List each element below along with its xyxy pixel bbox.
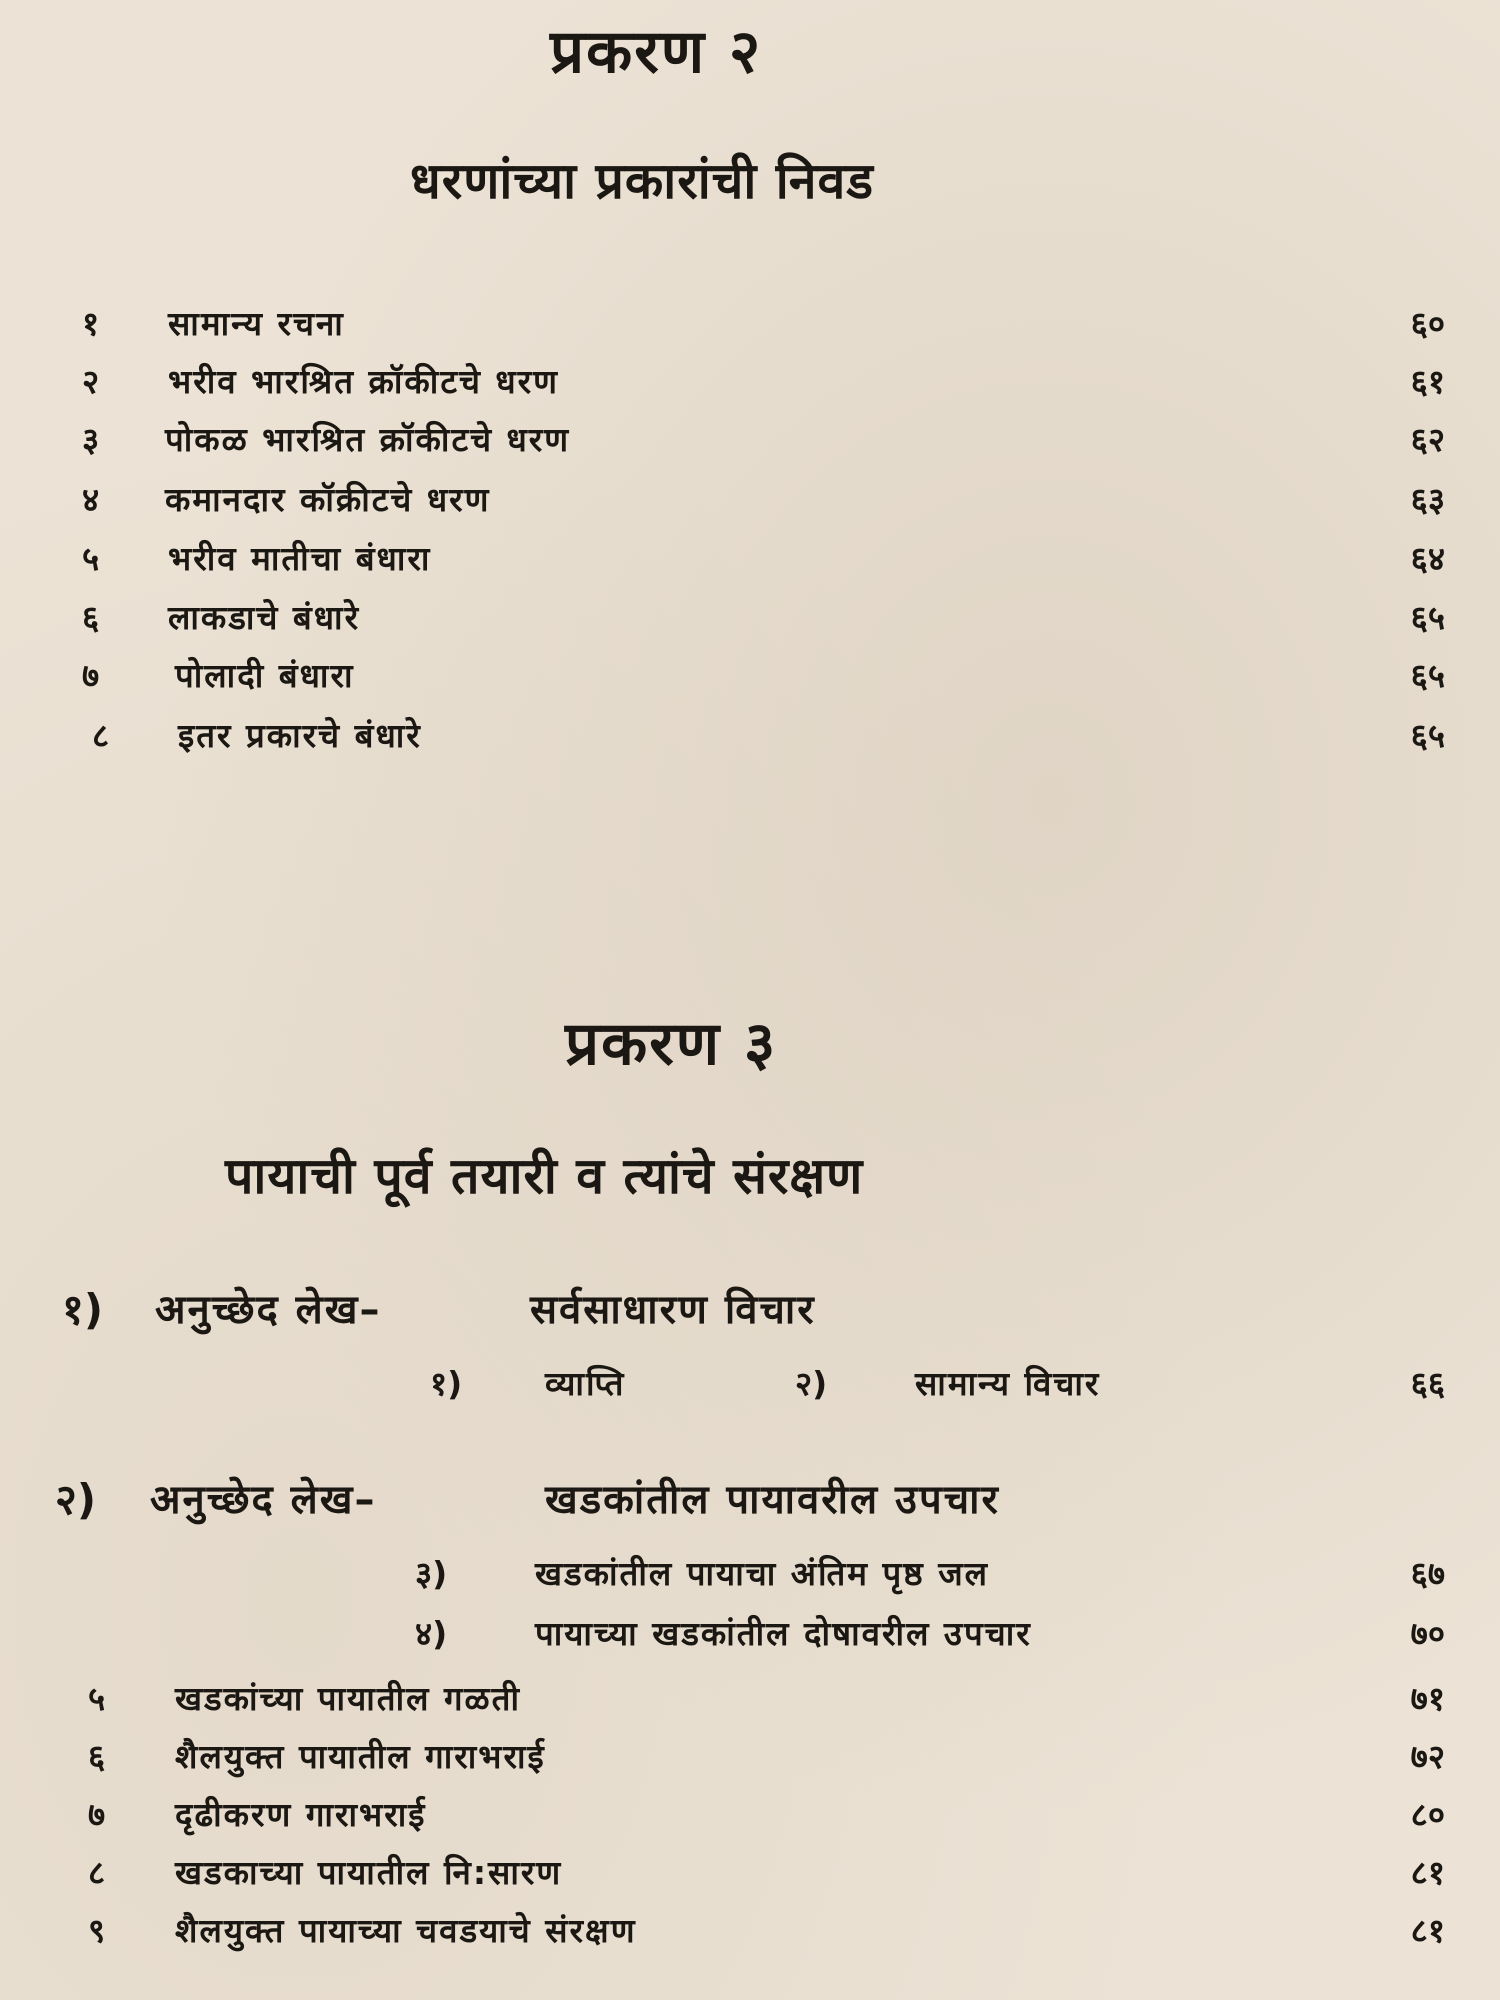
item-title: शैलयुक्त पायातील गाराभराई (175, 1737, 546, 1776)
item-title: सामान्य रचना (168, 304, 345, 343)
item-number: ६ (82, 598, 100, 637)
item-title: पोलादी बंधारा (175, 656, 355, 695)
item-number: ८ (88, 1853, 106, 1892)
item-page: ६५ (1410, 598, 1445, 637)
item-page: ६७ (1410, 1554, 1445, 1593)
article-number: १) (62, 1285, 104, 1334)
article-title: सर्वसाधारण विचार (530, 1287, 816, 1333)
item-page: ७० (1410, 1614, 1445, 1653)
sub-item-title: पायाच्या खडकांतील दोषावरील उपचार (535, 1614, 1032, 1653)
sub-item-number: ४) (415, 1614, 448, 1653)
chapter-2-title: धरणांच्या प्रकारांची निवड (410, 152, 875, 210)
item-number: २ (82, 362, 100, 401)
item-page: ६५ (1410, 656, 1445, 695)
item-title: कमानदार कॉक्रीटचे धरण (165, 480, 491, 519)
item-page: ६१ (1410, 362, 1445, 401)
item-page: ८१ (1410, 1911, 1445, 1950)
sub-item-number: १) (430, 1364, 463, 1403)
sub-item-title: व्याप्ति (545, 1364, 626, 1403)
item-number: ७ (82, 656, 100, 695)
item-title: पोकळ भारश्रित क्रॉकीटचे धरण (165, 420, 571, 459)
sub-item-title: खडकांतील पायाचा अंतिम पृष्ठ जल (535, 1554, 990, 1593)
item-page: ७१ (1410, 1679, 1445, 1718)
article-label: अनुच्छेद लेख– (150, 1477, 377, 1523)
item-page: ६५ (1410, 716, 1445, 755)
item-title: खडकांच्या पायातील गळती (175, 1679, 521, 1718)
item-number: ४ (82, 480, 100, 519)
item-title: भरीव मातीचा बंधारा (168, 539, 432, 578)
item-number: ८ (92, 716, 110, 755)
item-title: इतर प्रकारचे बंधारे (178, 716, 422, 755)
item-number: १ (82, 304, 100, 343)
item-number: ५ (82, 539, 100, 578)
sub-item-title: सामान्य विचार (915, 1364, 1101, 1403)
article-title: खडकांतील पायावरील उपचार (545, 1477, 1000, 1523)
item-page: ६६ (1410, 1364, 1445, 1403)
item-number: ७ (88, 1795, 106, 1834)
item-page: ८१ (1410, 1853, 1445, 1892)
article-label: अनुच्छेद लेख– (155, 1287, 382, 1333)
item-title: खडकाच्या पायातील नि:सारण (175, 1853, 563, 1892)
sub-item-number: ३) (415, 1554, 448, 1593)
item-title: दृढीकरण गाराभराई (175, 1795, 427, 1834)
item-page: ७२ (1410, 1737, 1445, 1776)
item-page: ८० (1410, 1795, 1445, 1834)
item-page: ६४ (1410, 539, 1445, 578)
item-number: ६ (88, 1737, 106, 1776)
chapter-3-title: पायाची पूर्व तयारी व त्यांचे संरक्षण (225, 1147, 864, 1205)
chapter-3-heading: प्रकरण ३ (565, 1009, 778, 1079)
item-page: ६२ (1410, 420, 1445, 459)
item-page: ६३ (1410, 480, 1445, 519)
sub-item-number: २) (795, 1364, 828, 1403)
item-number: ३ (82, 420, 100, 459)
item-page: ६० (1410, 304, 1445, 343)
item-number: ९ (88, 1911, 106, 1950)
article-number: २) (55, 1475, 97, 1524)
chapter-2-heading: प्रकरण २ (550, 17, 763, 87)
item-title: लाकडाचे बंधारे (168, 598, 361, 637)
item-number: ५ (88, 1679, 106, 1718)
item-title: भरीव भारश्रित क्रॉकीटचे धरण (168, 362, 560, 401)
item-title: शैलयुक्त पायाच्या चवडयाचे संरक्षण (175, 1911, 637, 1950)
